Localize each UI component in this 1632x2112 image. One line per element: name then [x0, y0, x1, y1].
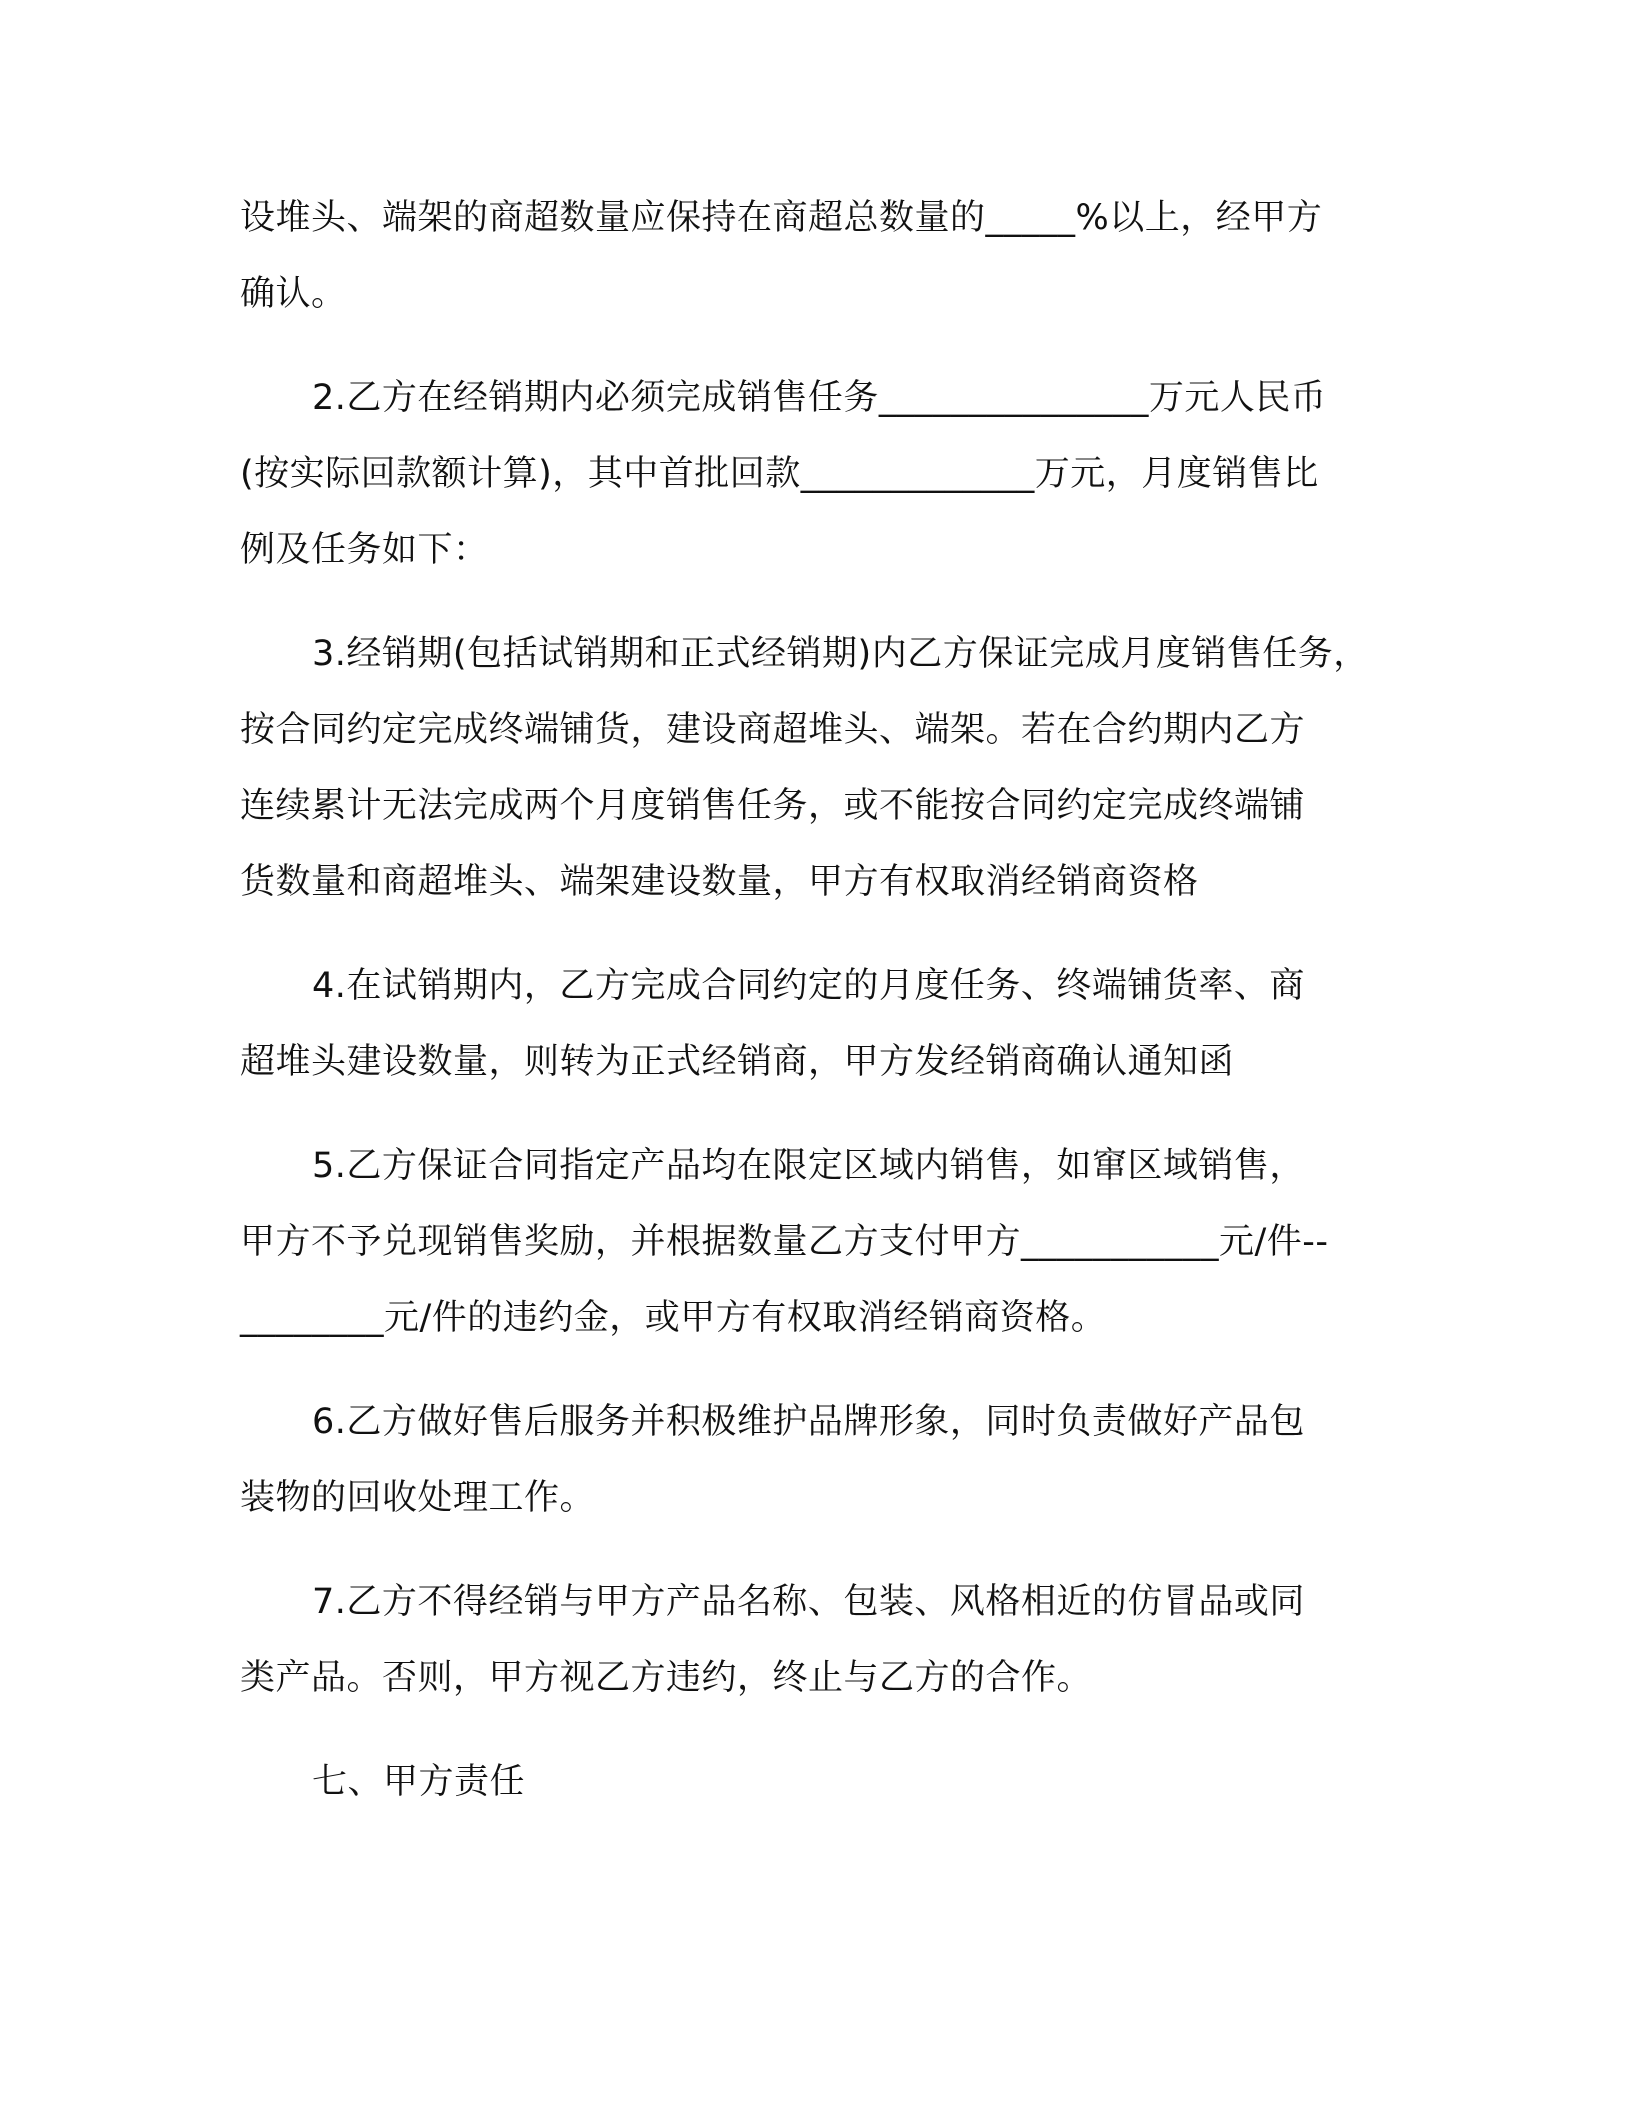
clause-4-line-1: 4.在试销期内，乙方完成合同约定的月度任务、终端铺货率、商: [312, 966, 1305, 1006]
clause-3-line-3: 连续累计无法完成两个月度销售任务，或不能按合同约定完成终端铺: [240, 786, 1306, 826]
clause-2-line-2: (按实际回款额计算)，其中首批回款_____________万元，月度销售比: [240, 454, 1319, 494]
section-heading: 七、甲方责任: [312, 1762, 526, 1802]
clause-6-line-2: 装物的回收处理工作。: [240, 1478, 596, 1518]
clause-2-line-1: 2.乙方在经销期内必须完成销售任务_______________万元人民币: [312, 378, 1327, 418]
clause-5-line-3: ________元/件的违约金，或甲方有权取消经销商资格。: [240, 1298, 1107, 1338]
clause-5-line-2: 甲方不予兑现销售奖励，并根据数量乙方支付甲方___________元/件--: [240, 1222, 1329, 1262]
clause-7-line-2: 类产品。否则，甲方视乙方违约，终止与乙方的合作。: [240, 1658, 1093, 1698]
clause-4-line-2: 超堆头建设数量，则转为正式经销商，甲方发经销商确认通知函: [240, 1042, 1235, 1082]
clause-5-line-1: 5.乙方保证合同指定产品均在限定区域内销售，如窜区域销售，: [312, 1146, 1305, 1186]
paragraph-1-line-1: 设堆头、端架的商超数量应保持在商超总数量的_____%以上，经甲方: [240, 198, 1323, 238]
clause-7-line-1: 7.乙方不得经销与甲方产品名称、包装、风格相近的仿冒品或同: [312, 1582, 1305, 1622]
clause-2-line-3: 例及任务如下：: [240, 530, 489, 570]
clause-3-line-4: 货数量和商超堆头、端架建设数量，甲方有权取消经销商资格: [240, 862, 1199, 902]
clause-6-line-1: 6.乙方做好售后服务并积极维护品牌形象，同时负责做好产品包: [312, 1402, 1305, 1442]
clause-3-line-1: 3.经销期(包括试销期和正式经销期)内乙方保证完成月度销售任务，: [312, 634, 1369, 674]
paragraph-1-line-2: 确认。: [240, 274, 347, 314]
clause-3-line-2: 按合同约定完成终端铺货，建设商超堆头、端架。若在合约期内乙方: [240, 710, 1306, 750]
